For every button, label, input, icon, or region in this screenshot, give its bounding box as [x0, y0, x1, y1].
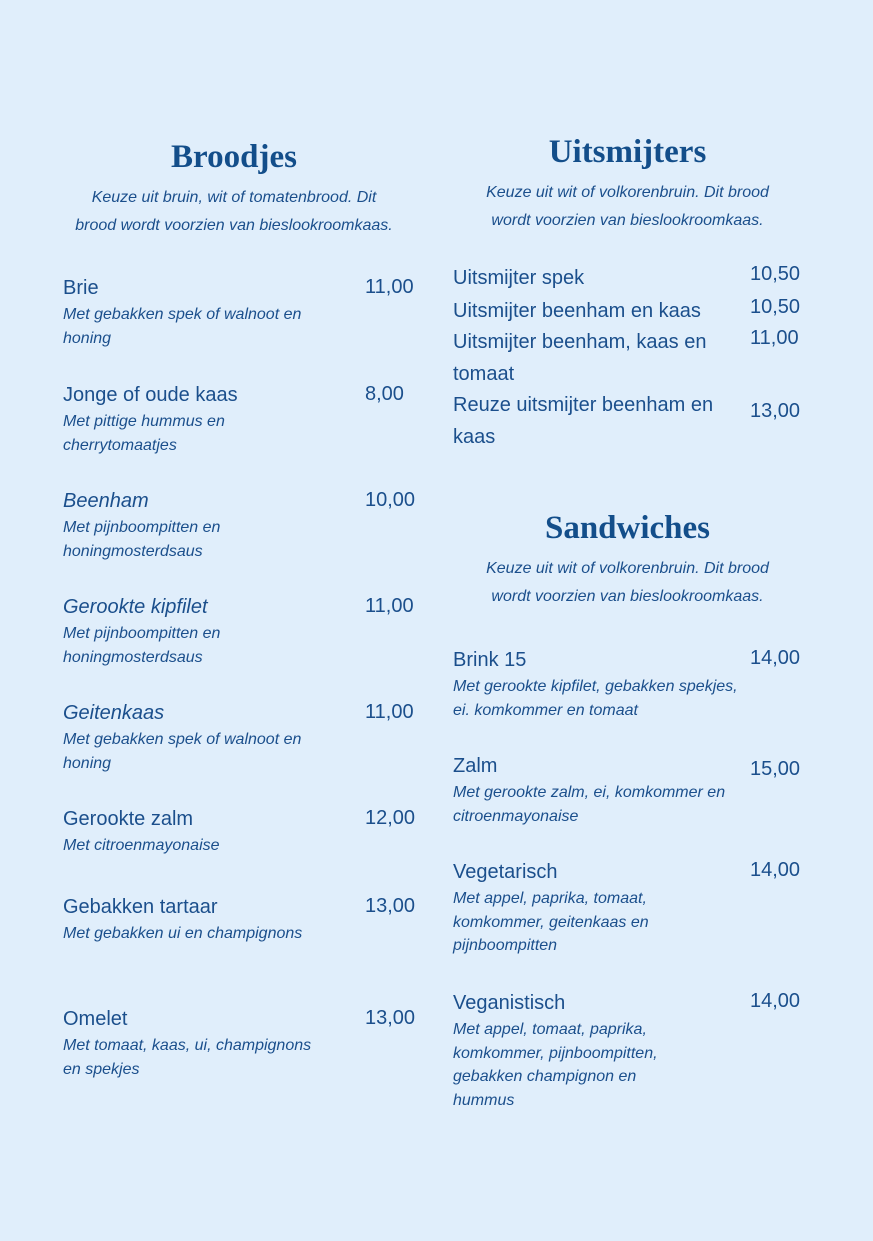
item-name: Brink 15	[453, 649, 527, 671]
broodjes-section	[50, 136, 418, 1078]
sandwiches-section	[450, 507, 805, 1109]
item-price: 14,00	[750, 990, 801, 1012]
item-name: Uitsmijter beenham, kaas en tomaat	[453, 331, 707, 385]
item-price: 8,00	[365, 383, 404, 405]
item-description: Met citroenmayonaise	[63, 837, 220, 854]
item-name: Jonge of oude kaas	[63, 384, 238, 406]
item-name: Omelet	[63, 1008, 128, 1030]
item-price: 15,00	[750, 758, 801, 780]
item-price: 11,00	[750, 327, 799, 349]
item-price: 14,00	[750, 859, 801, 881]
sandwiches-description-line: wordt voorzien van bieslookroomkaas.	[491, 588, 764, 605]
broodjes-description-line: brood wordt voorzien van bieslookroomkaas.	[75, 217, 393, 234]
item-price: 13,00	[750, 400, 801, 422]
item-name: Brie	[63, 277, 99, 299]
item-description: Met appel, paprika, tomaat, komkommer, geitenkaas en pijnboompitten	[453, 890, 649, 954]
item-name: Uitsmijter beenham en kaas	[453, 300, 701, 322]
item-name: Gerookte zalm	[63, 808, 194, 830]
item-name: Vegetarisch	[453, 861, 558, 883]
sandwiches-title: Sandwiches	[544, 510, 711, 546]
item-price: 10,50	[750, 296, 801, 318]
sandwiches-description-line: Keuze uit wit of volkorenbruin. Dit brood	[486, 560, 769, 577]
uitsmijters-section	[450, 131, 805, 448]
item-description: Met gebakken spek of walnoot en honing	[63, 731, 302, 772]
item-name: Gebakken tartaar	[63, 896, 218, 918]
uitsmijters-description-line: Keuze uit wit of volkorenbruin. Dit brood	[486, 184, 769, 201]
item-price: 13,00	[365, 1007, 416, 1029]
item-name: Reuze uitsmijter beenham en kaas	[453, 394, 714, 448]
item-description: Met tomaat, kaas, ui, champignons en spekjes	[63, 1037, 312, 1078]
item-description: Met pittige hummus en cherrytomaatjes	[63, 413, 225, 454]
item-price: 11,00	[365, 276, 414, 298]
item-name: Uitsmijter spek	[453, 267, 585, 289]
item-price: 11,00	[365, 595, 414, 617]
item-price: 12,00	[365, 807, 416, 829]
item-description: Met gerookte zalm, ei, komkommer en citroenmayonaise	[453, 784, 726, 825]
sandwiches-description	[450, 555, 805, 611]
item-name: Zalm	[453, 755, 498, 777]
item-name: Veganistisch	[453, 992, 566, 1014]
item-price: 14,00	[750, 647, 801, 669]
item-description: Met gerookte kipfilet, gebakken spekjes, ei. komkommer en tomaat	[453, 678, 738, 719]
item-description: Met pijnboompitten en honingmosterdsaus	[63, 519, 221, 560]
broodjes-description	[50, 184, 418, 240]
item-price: 11,00	[365, 701, 414, 723]
broodjes-description-line: Keuze uit bruin, wit of tomatenbrood. Dit	[91, 189, 377, 206]
item-name: Gerookte kipfilet	[63, 596, 208, 618]
item-price: 13,00	[365, 895, 416, 917]
item-name: Beenham	[63, 490, 149, 512]
item-price: 10,50	[750, 263, 801, 285]
uitsmijters-description	[450, 179, 805, 235]
item-description: Met gebakken ui en champignons	[63, 925, 303, 942]
item-price: 10,00	[365, 489, 416, 511]
item-description: Met pijnboompitten en honingmosterdsaus	[63, 625, 221, 666]
broodjes-title: Broodjes	[171, 139, 297, 175]
item-description: Met appel, tomaat, paprika, komkommer, pijnboompitten, gebakken champignon en hummus	[453, 1021, 658, 1109]
uitsmijters-title: Uitsmijters	[548, 134, 707, 170]
item-name: Geitenkaas	[63, 702, 165, 724]
uitsmijters-description-line: wordt voorzien van bieslookroomkaas.	[491, 212, 764, 229]
item-description: Met gebakken spek of walnoot en honing	[63, 306, 302, 347]
